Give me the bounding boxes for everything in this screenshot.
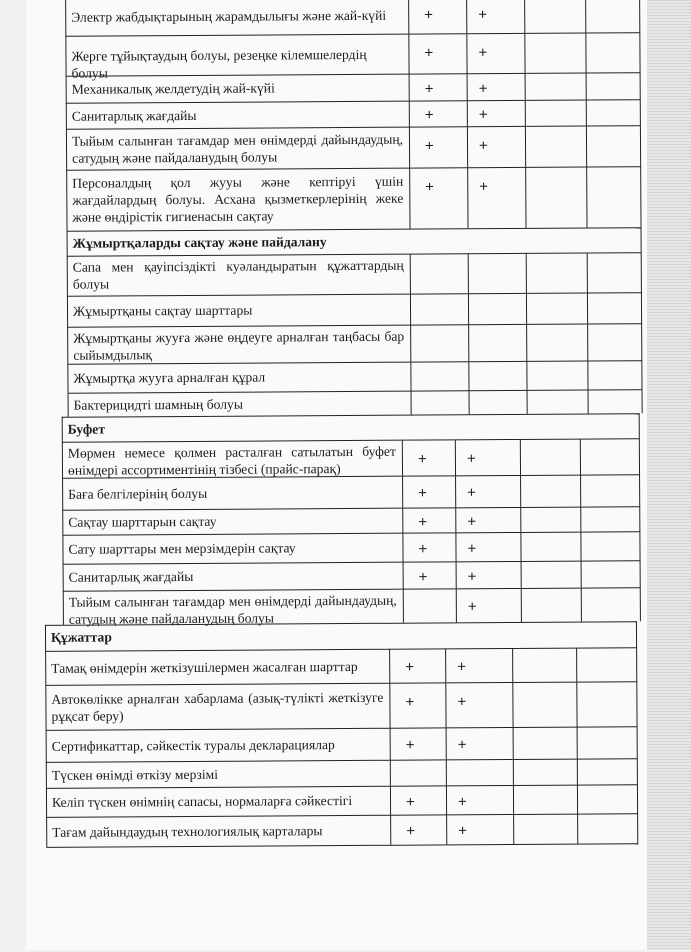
mark-cell	[588, 389, 643, 413]
plus-mark: +	[405, 736, 415, 754]
mark-cell	[521, 561, 581, 588]
plus-mark: +	[418, 484, 427, 502]
mark-cell	[512, 682, 576, 727]
mark-cell	[581, 587, 641, 621]
mark-cell	[402, 507, 455, 532]
plus-mark: +	[457, 658, 467, 676]
mark-cell	[586, 72, 641, 99]
checklist-item-label: Персоналдың қол жууы және кептіруі үшін жағдайлардың болуы. Асхана қызметкерлерінің жеке және өндірістік гигиенасын сақтау	[72, 173, 404, 225]
plus-mark: +	[424, 106, 434, 124]
checklist-item-label: Сақтау шарттарын сақтау	[68, 513, 217, 530]
mark-cell	[527, 390, 588, 414]
checklist-item-label: Мөрмен немесе қолмен расталған сатылатын буфет өнімдері ассортиментінің тізбесі (прайс-парақ)	[67, 443, 396, 478]
mark-cell	[468, 324, 526, 361]
mark-cell	[446, 759, 513, 785]
mark-cell	[410, 253, 468, 293]
plus-mark: +	[467, 598, 477, 616]
plus-mark: +	[467, 512, 477, 530]
mark-cell	[390, 785, 446, 814]
mark-cell	[587, 360, 642, 389]
mark-cell	[408, 0, 466, 34]
mark-cell	[468, 361, 526, 390]
mark-cell	[445, 682, 512, 727]
mark-cell	[467, 73, 525, 100]
mark-cell	[577, 784, 638, 813]
mark-cell	[466, 33, 524, 73]
mark-cell	[587, 292, 642, 323]
mark-cell	[587, 252, 642, 292]
checklist-item-label: Автокөлікке арналған хабарлама (азық-түлікті жеткізуге рұқсат беру)	[51, 689, 384, 724]
mark-cell	[576, 681, 637, 726]
mark-cell	[403, 561, 456, 588]
mark-cell	[390, 759, 446, 785]
mark-cell	[525, 167, 586, 228]
mark-cell	[580, 531, 640, 560]
mark-cell	[402, 532, 455, 561]
mark-cell	[468, 253, 526, 293]
mark-cell	[411, 390, 469, 414]
mark-cell	[456, 561, 521, 588]
mark-cell	[525, 73, 586, 100]
mark-cell	[585, 0, 640, 33]
mark-cell	[389, 682, 445, 727]
mark-cell	[586, 166, 641, 227]
plus-mark: +	[424, 6, 434, 24]
plus-mark: +	[418, 568, 428, 586]
checklist-item-label: Электр жабдықтарының жарамдылығы және жай-күйі	[71, 7, 387, 25]
mark-cell	[402, 475, 455, 507]
mark-cell	[577, 726, 638, 758]
plus-mark: +	[467, 484, 476, 502]
mark-cell	[455, 532, 520, 561]
mark-cell	[403, 588, 456, 622]
mark-cell	[456, 588, 521, 622]
plus-mark: +	[424, 137, 434, 155]
checklist-item-label: Жұмыртқаны жууға және өңдеуге арналған таңбасы бар сыйымдылық	[73, 328, 405, 363]
checklist-item-label: Бактерицидті шамның болуы	[73, 396, 243, 413]
mark-cell	[390, 727, 446, 759]
mark-cell	[580, 474, 640, 506]
mark-cell	[455, 439, 520, 475]
mark-cell	[409, 73, 467, 100]
mark-cell	[410, 293, 468, 324]
plus-mark: +	[479, 178, 489, 196]
checklist-item-label: Жұмыртқаны сақтау шарттары	[72, 302, 253, 319]
plus-mark: +	[457, 693, 467, 711]
checklist-item-label: Тамақ өнімдерін жеткізушілермен жасалған шарттар	[51, 658, 358, 676]
section-title: Құжаттар	[50, 629, 112, 645]
mark-cell	[520, 439, 580, 475]
checklist-item-label: Тыйым салынған тағамдар мен өнімдерді дайындаудың, сатудың және пайдаланудың болуы	[68, 592, 397, 627]
plus-mark: +	[466, 450, 476, 468]
checklist-item-label: Сату шарттары мен мерзімдерін сақтау	[68, 540, 296, 557]
checklist-item-label: Тыйым салынған тағамдар мен өнімдерді дайындаудың, сатудың және пайдаланудың болуы	[71, 131, 404, 166]
checklist-item-label: Жерге тұйықтаудың болуы, резеңке кілемшелердің болуы	[71, 46, 367, 81]
mark-cell	[512, 648, 576, 682]
plus-mark: +	[478, 79, 488, 97]
mark-cell	[445, 648, 512, 682]
checklist-item-label: Баға белгілерінің болуы	[68, 485, 208, 502]
plus-mark: +	[458, 822, 468, 840]
plus-mark: +	[457, 792, 467, 810]
mark-cell	[446, 785, 513, 814]
mark-cell	[586, 125, 641, 166]
checklist-item-label: Санитарлық жағдайы	[68, 568, 194, 585]
mark-cell	[466, 0, 524, 33]
mark-cell	[580, 438, 640, 474]
mark-cell	[402, 439, 455, 475]
plus-mark: +	[478, 6, 488, 24]
mark-cell	[513, 727, 577, 759]
mark-cell	[524, 0, 585, 33]
mark-cell	[455, 475, 520, 507]
mark-cell	[525, 100, 586, 126]
mark-cell	[524, 33, 585, 73]
mark-cell	[526, 293, 587, 324]
mark-cell	[580, 506, 640, 531]
mark-cell	[513, 814, 577, 844]
section-title: Буфет	[67, 421, 106, 437]
plus-mark: +	[457, 736, 467, 754]
mark-cell	[513, 759, 577, 785]
checklist-item-label: Жұмыртқа жууға арналған құрал	[73, 369, 266, 386]
checklist-item-label: Тағам дайындаудың технологиялық карталары	[52, 822, 323, 840]
mark-cell	[526, 253, 587, 293]
mark-cell	[520, 475, 580, 507]
plus-mark: +	[418, 540, 428, 558]
mark-cell	[409, 100, 467, 126]
plus-mark: +	[405, 658, 415, 676]
mark-cell	[513, 785, 577, 814]
checklist-item-label: Түскен өнімді өткізу мерзімі	[51, 766, 219, 783]
mark-cell	[467, 167, 525, 228]
mark-cell	[446, 814, 513, 844]
mark-cell	[585, 32, 640, 72]
mark-cell	[389, 648, 445, 682]
plus-mark: +	[467, 539, 477, 557]
mark-cell	[520, 507, 580, 532]
plus-mark: +	[424, 79, 434, 98]
mark-cell	[469, 390, 527, 414]
mark-cell	[468, 293, 526, 324]
mark-cell	[520, 532, 580, 561]
mark-cell	[577, 813, 638, 843]
plus-mark: +	[425, 178, 435, 196]
mark-cell	[581, 560, 641, 587]
mark-cell	[576, 647, 637, 681]
plus-mark: +	[405, 693, 415, 711]
checklist-item-label: Келіп түскен өнімнің сапасы, нормаларға сәйкестігі	[51, 792, 353, 810]
section-title: Жұмыртқаларды сақтау және пайдалану	[72, 234, 327, 251]
mark-cell	[467, 100, 525, 126]
mark-cell	[409, 126, 467, 167]
plus-mark: +	[478, 44, 488, 62]
plus-mark: +	[467, 567, 477, 585]
mark-cell	[455, 507, 520, 532]
checklist-item-label: Сапа мен қауіпсіздікті куәландыратын құжаттардың болуы	[72, 257, 404, 292]
plus-mark: +	[424, 44, 434, 62]
mark-cell	[410, 324, 468, 361]
mark-cell	[409, 167, 467, 228]
mark-cell	[410, 361, 468, 390]
plus-mark: +	[478, 137, 488, 155]
checklist-item-label: Механикалық желдетудің жай-күйі	[71, 80, 275, 97]
mark-cell	[587, 323, 642, 360]
mark-cell	[526, 324, 587, 361]
plus-mark: +	[418, 513, 428, 531]
mark-cell	[526, 361, 587, 390]
plus-mark: +	[417, 450, 427, 468]
mark-cell	[521, 588, 581, 622]
mark-cell	[525, 126, 586, 167]
checklist-item-label: Санитарлық жағдайы	[71, 107, 197, 124]
mark-cell	[446, 727, 513, 759]
plus-mark: +	[478, 106, 488, 124]
mark-cell	[586, 99, 641, 125]
mark-cell	[577, 758, 638, 784]
plus-mark: +	[406, 822, 416, 840]
mark-cell	[390, 814, 446, 844]
mark-cell	[467, 126, 525, 167]
plus-mark: +	[405, 793, 415, 811]
mark-cell	[408, 33, 466, 73]
checklist-item-label: Сертификаттар, сәйкестік туралы декларациялар	[51, 736, 335, 754]
